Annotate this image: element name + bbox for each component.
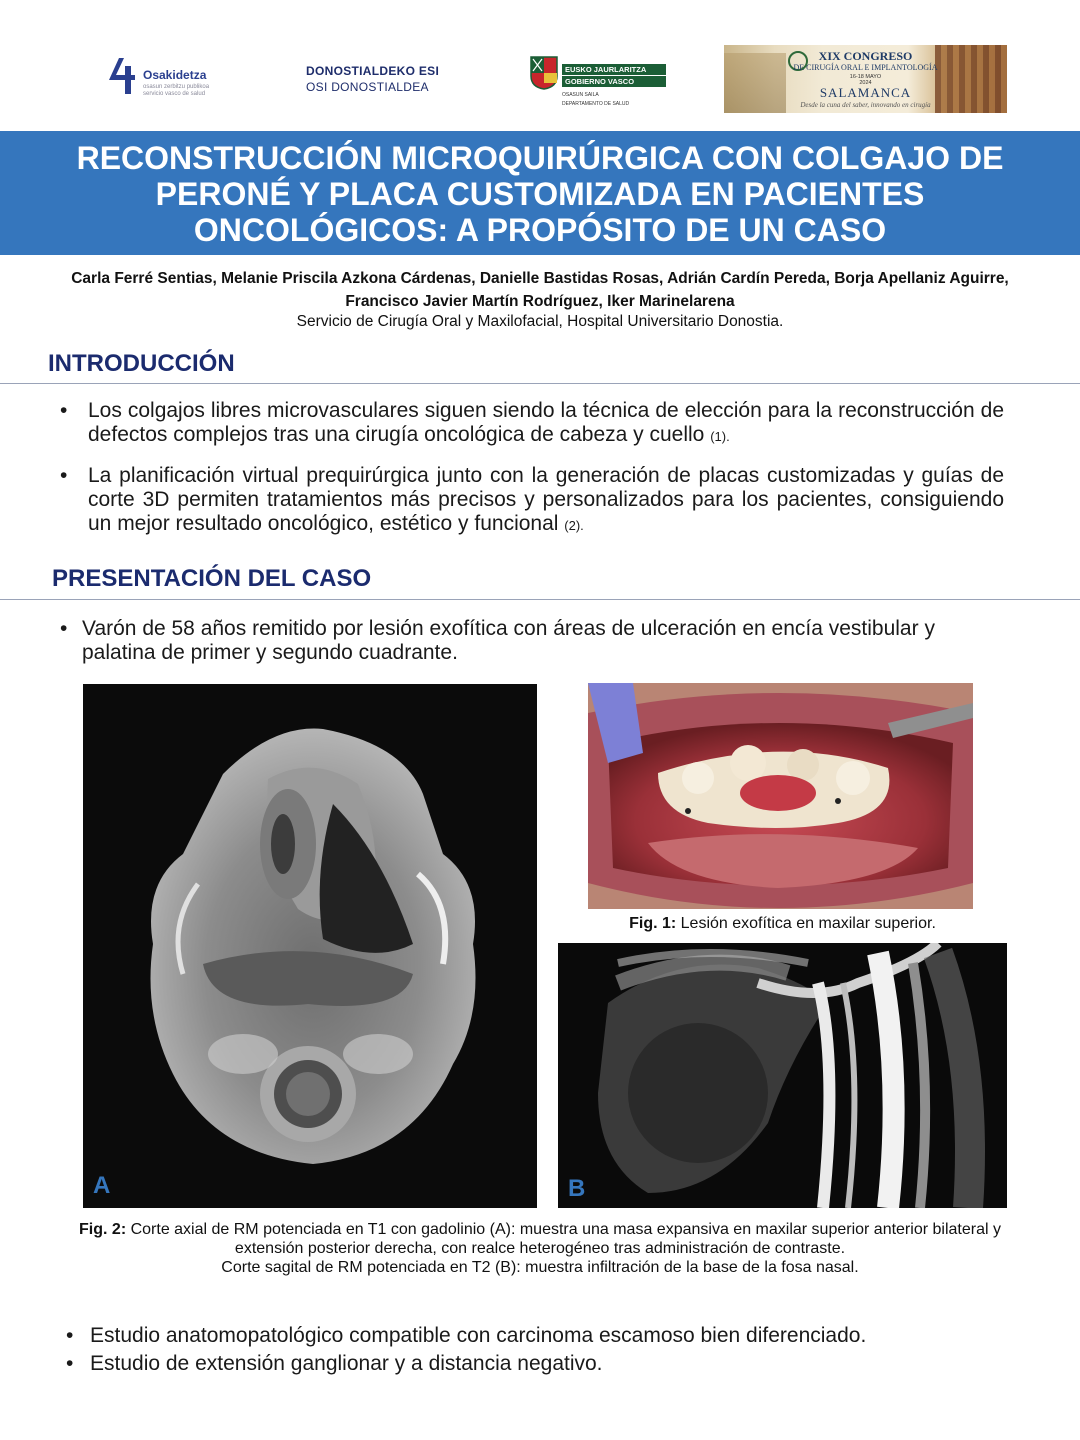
intro-bullet-2-text: La planificación virtual prequirúrgica junto con la generación de placas customizadas y guías de corte 3D permiten tratamientos más precisos y personalizados para los pacientes, consiguiendo un mejor resultado oncológico, estético y funcional [88,464,1004,535]
gobierno-line2: GOBIERNO VASCO [562,76,666,87]
congreso-motto: Desde la cuna del saber, innovando en cirugía [800,101,931,109]
fig2-text-2: Corte sagital de RM potenciada en T2 (B): muestra infiltración de la base de la fosa nasal. [221,1259,859,1276]
fig2-label: Fig. 2: [79,1221,127,1238]
affiliation: Servicio de Cirugía Oral y Maxilofacial, Hospital Universitario Donostia. [296,313,784,330]
osi-line2: OSI DONOSTIALDEA [306,80,429,94]
intro-ref-2: (2). [564,518,584,533]
osakidetza-tagline: osasun zerbitzu publikoa servicio vasco de salud [143,84,210,97]
intro-divider [0,383,1080,384]
title-band [0,131,1080,255]
oral-lesion-drawing [588,683,973,909]
fig2-caption [70,1220,1010,1277]
oral-lesion-photo [588,683,973,909]
congreso-city: SALAMANCA [819,85,912,100]
gobierno-line4: DEPARTAMENTO DE SALUD [562,101,630,107]
poster-title: RECONSTRUCCIÓN MICROQUIRÚRGICA CON COLGAJO DE PERONÉ Y PLACA CUSTOMIZADA EN PACIENTES ONCOLÓGICOS: A PROPÓSITO DE UN CASO [76,140,1004,248]
fig1-caption [560,914,1005,933]
fig2-text-1: Corte axial de RM potenciada en T1 con gadolinio (A): muestra una masa expansiva en maxilar superior anterior bilateral y extensión posterior derecha, con realce heterogéneo tras administración de contraste. [126,1221,1001,1257]
bullet-dot: • [60,464,68,487]
authors: Carla Ferré Sentias, Melanie Priscila Azkona Cárdenas, Danielle Bastidas Rosas, Adrián Cardín Pereda, Borja Apellaniz Aguirre, Francisco Javier Martín Rodríguez, Iker Marinelarena [71,270,1009,310]
osakidetza-name: Osakidetza [143,68,207,82]
intro-bullet-1-text: Los colgajos libres microvasculares siguen siendo la técnica de elección para la reconstrucción de defectos complejos tras una cirugía oncológica de cabeza y cuello [88,399,1004,446]
fig1-label: Fig. 1: [629,915,677,932]
case-bullet-1-text: Varón de 58 años remitido por lesión exofítica con áreas de ulceración en encía vestibular y palatina de primer y segundo cuadrante. [82,617,935,664]
coat-of-arms-icon [530,56,558,90]
gobierno-vasco-logo [530,54,665,110]
osi-line1: DONOSTIALDEKO ESI [306,64,440,78]
case-heading: PRESENTACIÓN DEL CASO [52,565,372,592]
congreso-title: XIX CONGRESO [818,49,913,63]
osakidetza-logo [105,56,235,102]
congreso-year: 2024 [859,80,872,86]
case-bullet-3-text: Estudio de extensión ganglionar y a distancia negativo. [90,1352,603,1375]
osakidetza-mark-icon [105,56,139,96]
intro-heading: INTRODUCCIÓN [48,350,235,377]
header-logos [0,40,1080,120]
bullet-dot: • [60,399,68,422]
osi-logo [306,64,439,94]
bullet-dot: • [60,617,68,640]
mri-sagittal-drawing [558,943,1007,1208]
bullet-dot: • [66,1352,74,1375]
case-divider [0,599,1080,600]
congreso-subtitle: DE CIRUGÍA ORAL E IMPLANTOLOGÍA [793,63,938,72]
gobierno-line3: OSASUN SAILA [562,92,599,98]
mri-axial-drawing [83,684,537,1208]
bullet-dot: • [66,1324,74,1347]
congreso-banner [724,45,1007,113]
intro-ref-1: (1). [710,429,730,444]
fig1-text: Lesión exofítica en maxilar superior. [676,915,936,932]
gobierno-line1: EUSKO JAURLARITZA [562,64,666,75]
case-bullet-2-text: Estudio anatomopatológico compatible con carcinoma escamoso bien diferenciado. [90,1324,867,1347]
mri-sagittal-image [558,943,1007,1208]
figure-letter-a: A [93,1172,111,1199]
figure-letter-b: B [568,1175,586,1202]
mri-axial-image [83,684,537,1208]
congreso-dates: 16-18 MAYO [849,74,882,80]
